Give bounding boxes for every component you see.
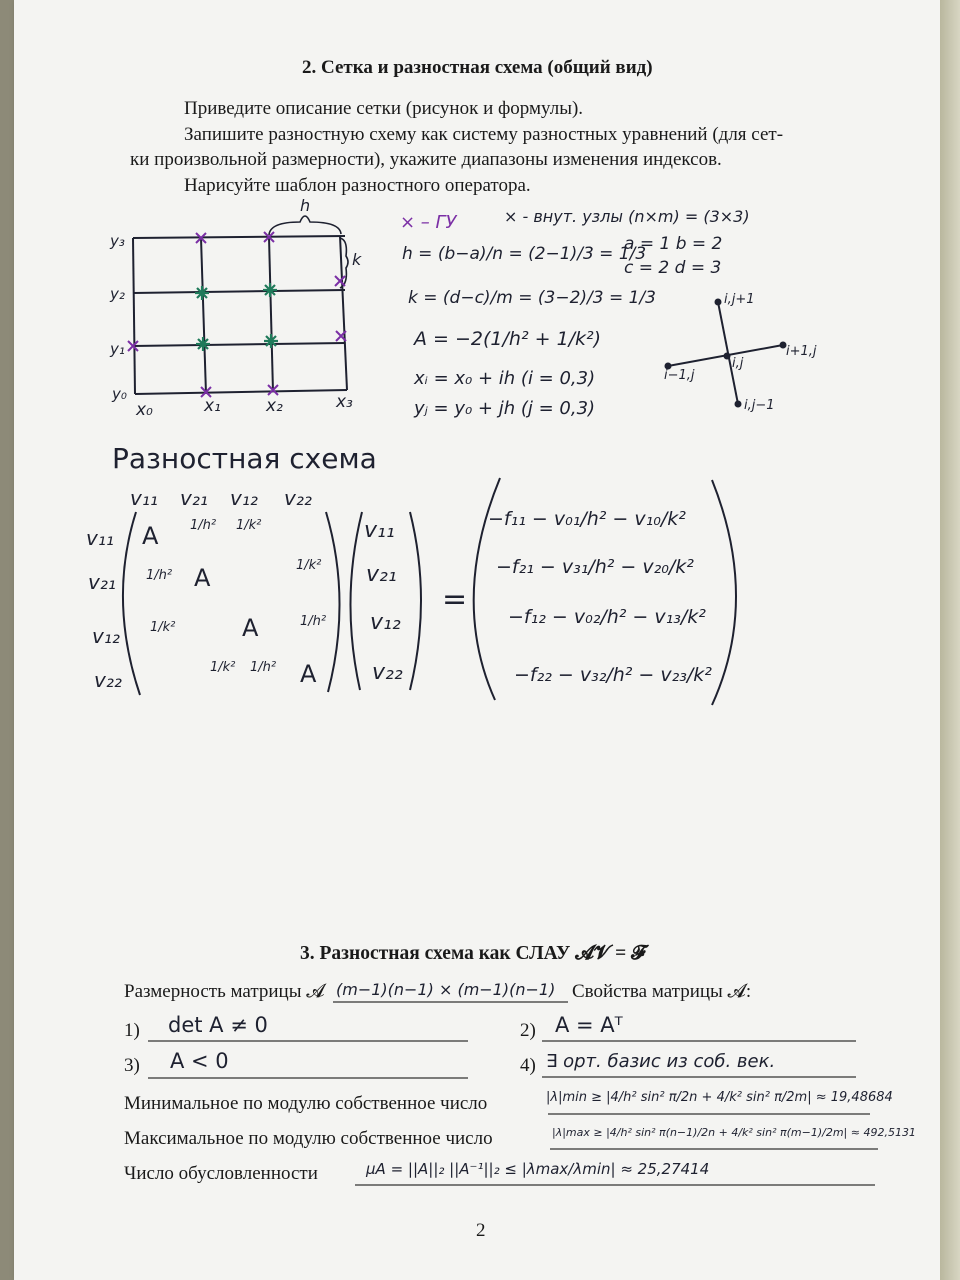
min-eigen-value: |λ|min ≥ |4/h² sin² π/2n + 4/k² sin² π/2m| ≈ 19,48684 (546, 1090, 893, 1105)
formula-x: xᵢ = x₀ + ih (i = 0,3) (414, 368, 596, 389)
rhs-entry: −f₂₁ − v₃₁/h² − v₂₀/k² (496, 556, 694, 578)
grid-label-y2: y₂ (110, 285, 125, 303)
formula-cd: c = 2 d = 3 (624, 258, 722, 278)
stencil-bottom-label: i,j−1 (744, 398, 775, 413)
matrix-cell: A (242, 614, 259, 642)
grid-lines (133, 216, 348, 394)
rhs-entry: −f₁₁ − v₀₁/h² − v₁₀/k² (488, 508, 686, 530)
row-header-4: v₂₂ (94, 668, 122, 692)
grid-label-y3: y₃ (110, 232, 125, 250)
legend-inner: × - внут. узлы (n×m) = (3×3) (504, 207, 750, 226)
row-header-1: v₁₁ (86, 526, 114, 550)
formula-a: A = −2(1/h² + 1/k²) (414, 328, 602, 350)
stencil-top-label: i,j+1 (724, 292, 755, 307)
section2-title: 2. Сетка и разностная схема (общий вид) (302, 57, 653, 78)
max-eigen-label: Максимальное по модулю собственное число (124, 1128, 493, 1149)
grid-label-x1: x₁ (204, 396, 221, 416)
formula-h: h = (b−a)/n = (2−1)/3 = 1/3 (402, 244, 647, 264)
dimension-label: Размерность матрицы 𝓐 (124, 981, 325, 1002)
property-1-label: 1) (124, 1020, 140, 1041)
max-eigen-value: |λ|max ≥ |4/h² sin² π(n−1)/2n + 4/k² sin² π(m−1)/2m| ≈ 492,5131 (552, 1126, 916, 1139)
property-1-value: det A ≠ 0 (168, 1013, 268, 1037)
rhs-entry: −f₂₂ − v₃₂/h² − v₂₃/k² (514, 664, 712, 686)
stencil-points (665, 299, 787, 408)
row-header-3: v₁₂ (92, 624, 120, 648)
scheme-title: Разностная схема (112, 442, 377, 475)
formula-ab: a = 1 b = 2 (624, 234, 723, 254)
condition-number-label: Число обусловленности (124, 1163, 318, 1184)
property-2-label: 2) (520, 1020, 536, 1041)
matrix-cell: 1/k² (296, 558, 322, 573)
section3-title: 3. Разностная схема как СЛАУ 𝓐𝓥 = 𝓕 (300, 943, 646, 964)
col-header-3: v₁₂ (230, 486, 258, 510)
instruction-scheme-1: Запишите разностную схему как систему разностных уравнений (для сет- (184, 124, 784, 145)
property-2-value: A = Aᵀ (555, 1013, 623, 1037)
vector-entry: v₂₁ (366, 562, 397, 587)
grid-label-x3: x₃ (336, 392, 353, 412)
vector-entry: v₂₂ (372, 660, 403, 685)
matrix-cell: 1/k² (150, 620, 176, 635)
col-header-2: v₂₁ (180, 486, 208, 510)
grid-label-y0: y₀ (112, 385, 127, 403)
page-number: 2 (476, 1220, 486, 1241)
matrix-cell: A (142, 522, 159, 550)
property-3-value: A < 0 (170, 1049, 229, 1073)
boundary-nodes (128, 232, 346, 397)
matrix-cell: 1/k² (210, 660, 236, 675)
matrix-cell: 1/h² (300, 614, 327, 629)
legend-boundary: × – ГУ (400, 212, 457, 233)
col-header-4: v₂₂ (284, 486, 312, 510)
stencil-center-label: i,j (732, 356, 744, 371)
dimension-value: (m−1)(n−1) × (m−1)(n−1) (336, 980, 556, 999)
property-4-value: ∃ орт. базис из соб. век. (546, 1051, 776, 1072)
row-header-2: v₂₁ (88, 570, 116, 594)
matrix-cell: 1/h² (250, 660, 277, 675)
vector-entry: v₁₁ (364, 518, 395, 543)
matrix-cell: A (300, 660, 317, 688)
grid-label-x0: x₀ (136, 400, 153, 420)
min-eigen-label: Минимальное по модулю собственное число (124, 1093, 488, 1114)
instruction-stencil: Нарисуйте шаблон разностного оператора. (184, 175, 531, 196)
col-header-1: v₁₁ (130, 486, 158, 510)
matrix-cell: 1/h² (190, 518, 217, 533)
formula-y: yⱼ = y₀ + jh (j = 0,3) (414, 398, 596, 419)
grid-label-y1: y₁ (110, 340, 125, 358)
grid-label-h: h (300, 196, 311, 215)
vector-entry: v₁₂ (370, 610, 401, 635)
formula-k: k = (d−c)/m = (3−2)/3 = 1/3 (408, 288, 656, 308)
properties-label: Свойства матрицы 𝓐: (572, 981, 752, 1002)
stencil-left-label: i−1,j (664, 368, 695, 383)
matrix-cell: 1/k² (236, 518, 262, 533)
property-4-label: 4) (520, 1055, 536, 1076)
stencil-right-label: i+1,j (786, 344, 817, 359)
instruction-grid: Приведите описание сетки (рисунок и формулы). (184, 98, 584, 119)
rhs-entry: −f₁₂ − v₀₂/h² − v₁₃/k² (508, 606, 706, 628)
matrix-cell: 1/h² (146, 568, 173, 583)
equals-sign: = (442, 582, 468, 617)
matrix-cell: A (194, 564, 211, 592)
grid-label-k: k (352, 250, 362, 269)
property-3-label: 3) (124, 1055, 140, 1076)
inner-nodes (195, 283, 278, 351)
condition-number-value: μA = ||A||₂ ||A⁻¹||₂ ≤ |λmax/λmin| ≈ 25,27414 (366, 1160, 710, 1178)
instruction-scheme-2: ки произвольной размерности), укажите диапазоны изменения индексов. (130, 149, 722, 170)
grid-label-x2: x₂ (266, 396, 283, 416)
